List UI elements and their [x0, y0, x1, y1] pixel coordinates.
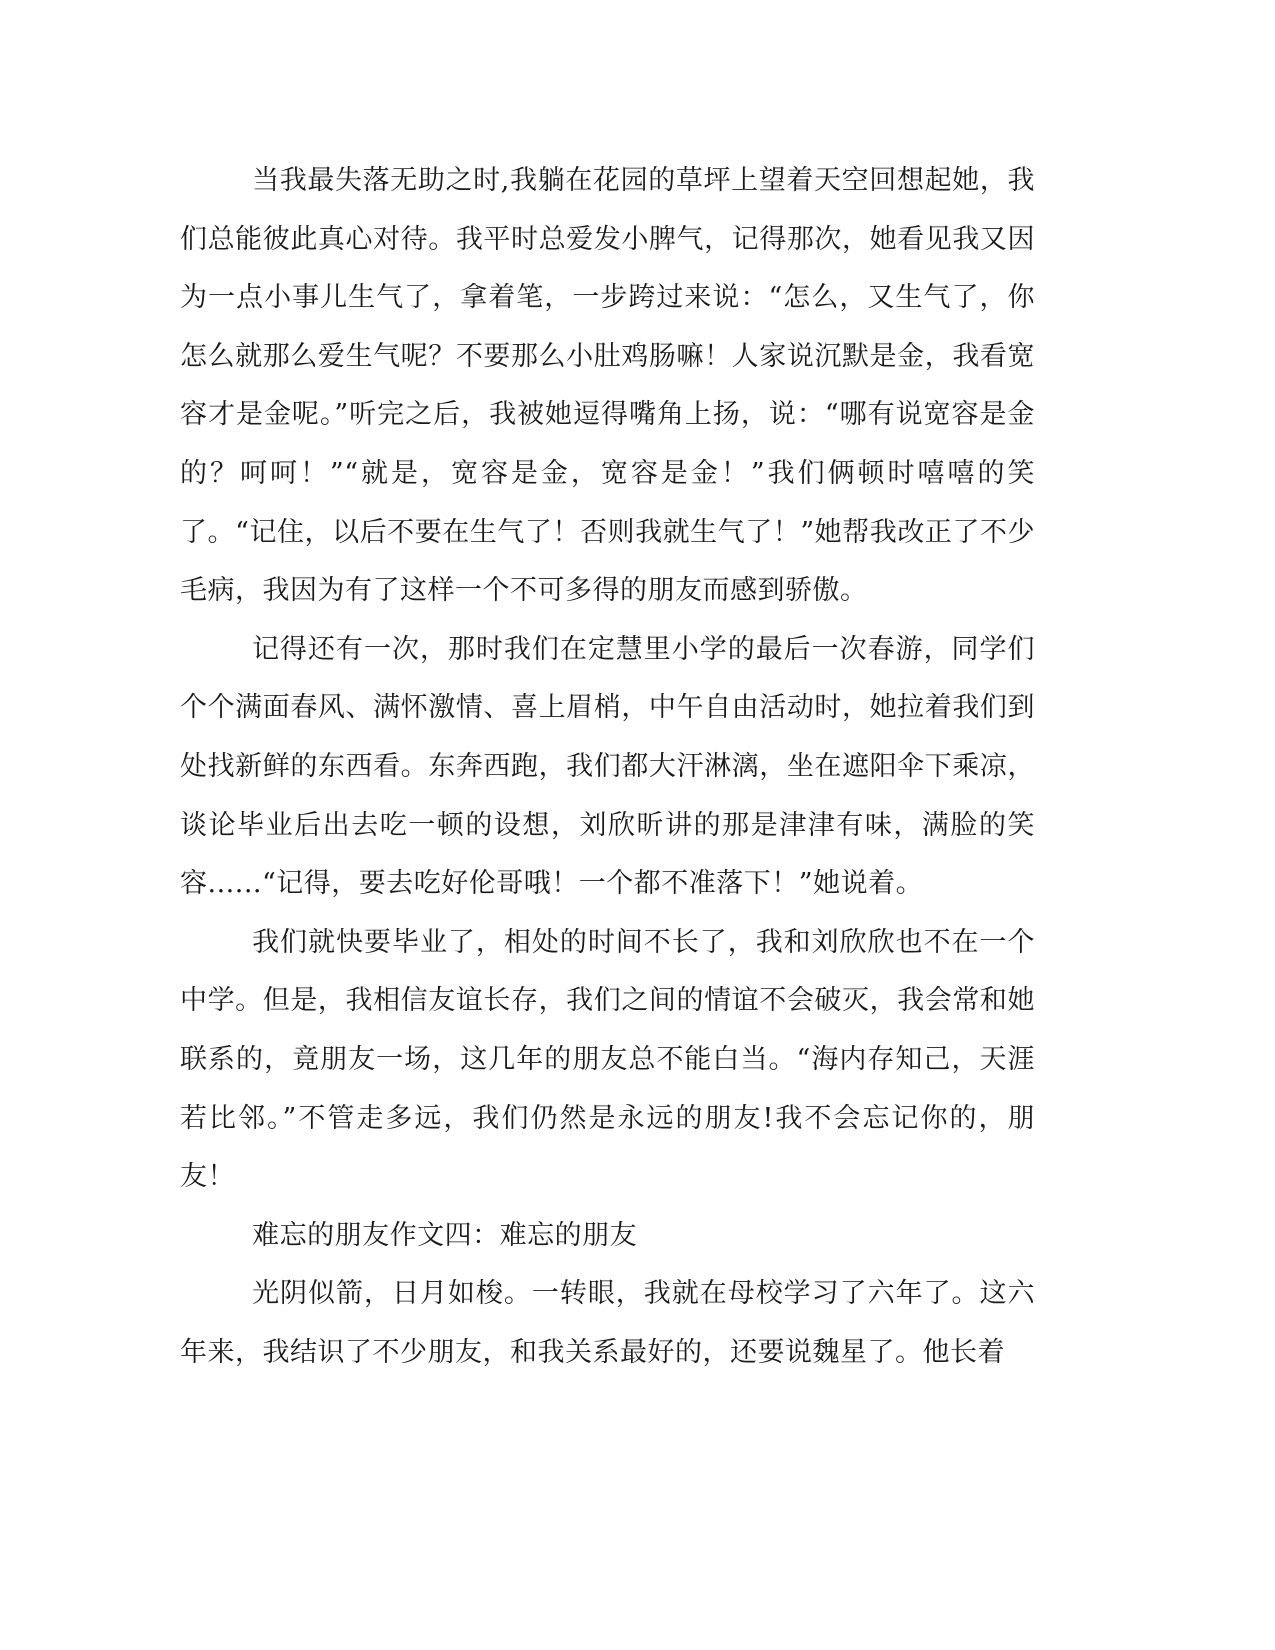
paragraph-garden-memory: 当我最失落无助之时,我躺在花园的草坪上望着天空回想起她，我们总能彼此真心对待。我平时总爱发小脾气，记得那次，她看见我又因为一点小事儿生气了，拿着笔，一步跨过来说：“怎么，又生气了，你怎么就那么爱生气呢？不要那么小肚鸡肠嘛！人家说沉默是金，我看宽容才是金呢。”听完之后，我被她逗得嘴角上扬，说：“哪有说宽容是金的？呵呵！”“就是，宽容是金，宽容是金！”我们俩顿时嘻嘻的笑了。“记住，以后不要在生气了！否则我就生气了！”她帮我改正了不少毛病，我因为有了这样一个不可多得的朋友而感到骄傲。	[180, 165, 1035, 607]
document-page	[180, 152, 1035, 1382]
paragraph-graduation: 我们就快要毕业了，相处的时间不长了，我和刘欣欣也不在一个中学。但是，我相信友谊长存，我们之间的情谊不会破灭，我会常和她联系的，竟朋友一场，这几年的朋友总不能白当。“海内存知己，天涯若比邻。”不管走多远，我们仍然是永远的朋友!我不会忘记你的，朋友！	[180, 926, 1035, 1193]
section-title: 难忘的朋友作文四：难忘的朋友	[252, 1219, 638, 1251]
paragraph-spring-outing: 记得还有一次，那时我们在定慧里小学的最后一次春游，同学们个个满面春风、满怀激情、喜上眉梢，中午自由活动时，她拉着我们到处找新鲜的东西看。东奔西跑，我们都大汗淋漓，坐在遮阳伞下乘凉，谈论毕业后出去吃一顿的设想，刘欣昕讲的那是津津有味，满脸的笑容......“记得，要去吃好伦哥哦！一个都不准落下！”她说着。	[180, 633, 1035, 900]
paragraph-time-flies: 光阴似箭，日月如梭。一转眼，我就在母校学习了六年了。这六年来，我结识了不少朋友，和我关系最好的，还要说魏星了。他长着	[180, 1278, 1035, 1368]
